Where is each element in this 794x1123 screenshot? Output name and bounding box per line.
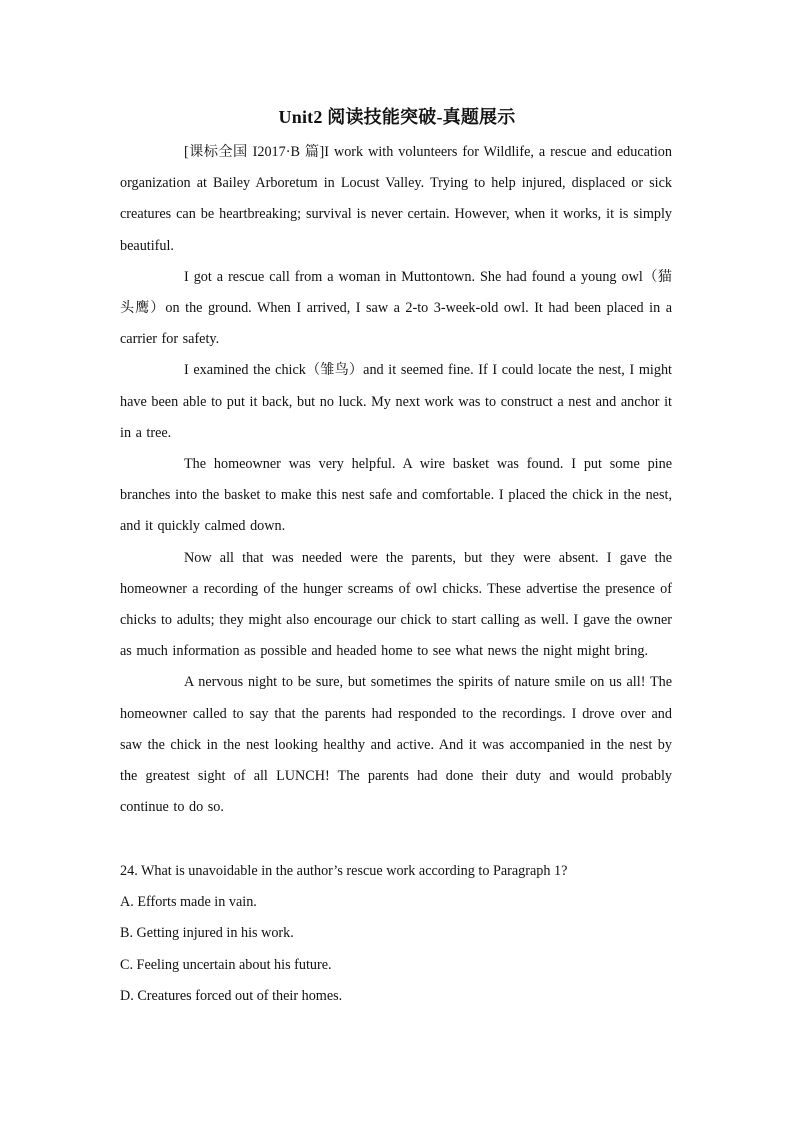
page-title: Unit2 阅读技能突破-真题展示 [278, 107, 516, 127]
paragraph-5: Now all that was needed were the parents, but they were absent. I gave the homeowner a recording of the hunger screams of owl chicks. These advertise the presence of chicks to adults; they might also encourage our chick to start calling as well. I gave the owner as much information as possible and headed home to see what news the night might bring. [120, 549, 672, 660]
option-d: D. Creatures forced out of their homes. [120, 987, 343, 1004]
paragraph-3: I examined the chick（雏鸟）and it seemed fine. If I could locate the nest, I might have been able to put it back, but no luck. My next work was to construct a nest and anchor it in a tree. [120, 362, 672, 441]
paragraph-6: A nervous night to be sure, but sometimes the spirits of nature smile on us all! The homeowner called to say that the parents had responded to the recordings. I drove over and saw the chick in the nest looking healthy and active. And it was accompanied in the nest by the greatest sight of all LUNCH! The parents had done their duty and would probably continue to do so. [120, 674, 672, 816]
paragraph-1: [课标全国 I2017·B 篇]I work with volunteers for Wildlife, a rescue and education organization at Bailey Arboretum in Locust Valley. Trying to help injured, displaced or sick creatures can be heartbreaking; survival is never certain. However, when it works, it is simply beautiful. [120, 144, 672, 254]
paragraph-4: The homeowner was very helpful. A wire basket was found. I put some pine branches into the basket to make this nest safe and comfortable. I placed the chick in the nest, and it quickly calmed down. [120, 456, 672, 535]
question-block [120, 856, 680, 1012]
question-stem: 24. What is unavoidable in the author’s rescue work according to Paragraph 1? [120, 863, 568, 879]
option-b: B. Getting injured in his work. [120, 925, 294, 942]
passage [120, 137, 672, 823]
option-a: A. Efforts made in vain. [120, 894, 257, 911]
option-c: C. Feeling uncertain about his future. [120, 956, 332, 973]
paragraph-2: I got a rescue call from a woman in Muttontown. She had found a young owl（猫头鹰）on the ground. When I arrived, I saw a 2-to 3-week-old owl. It had been placed in a carrier for safety. [120, 268, 672, 348]
